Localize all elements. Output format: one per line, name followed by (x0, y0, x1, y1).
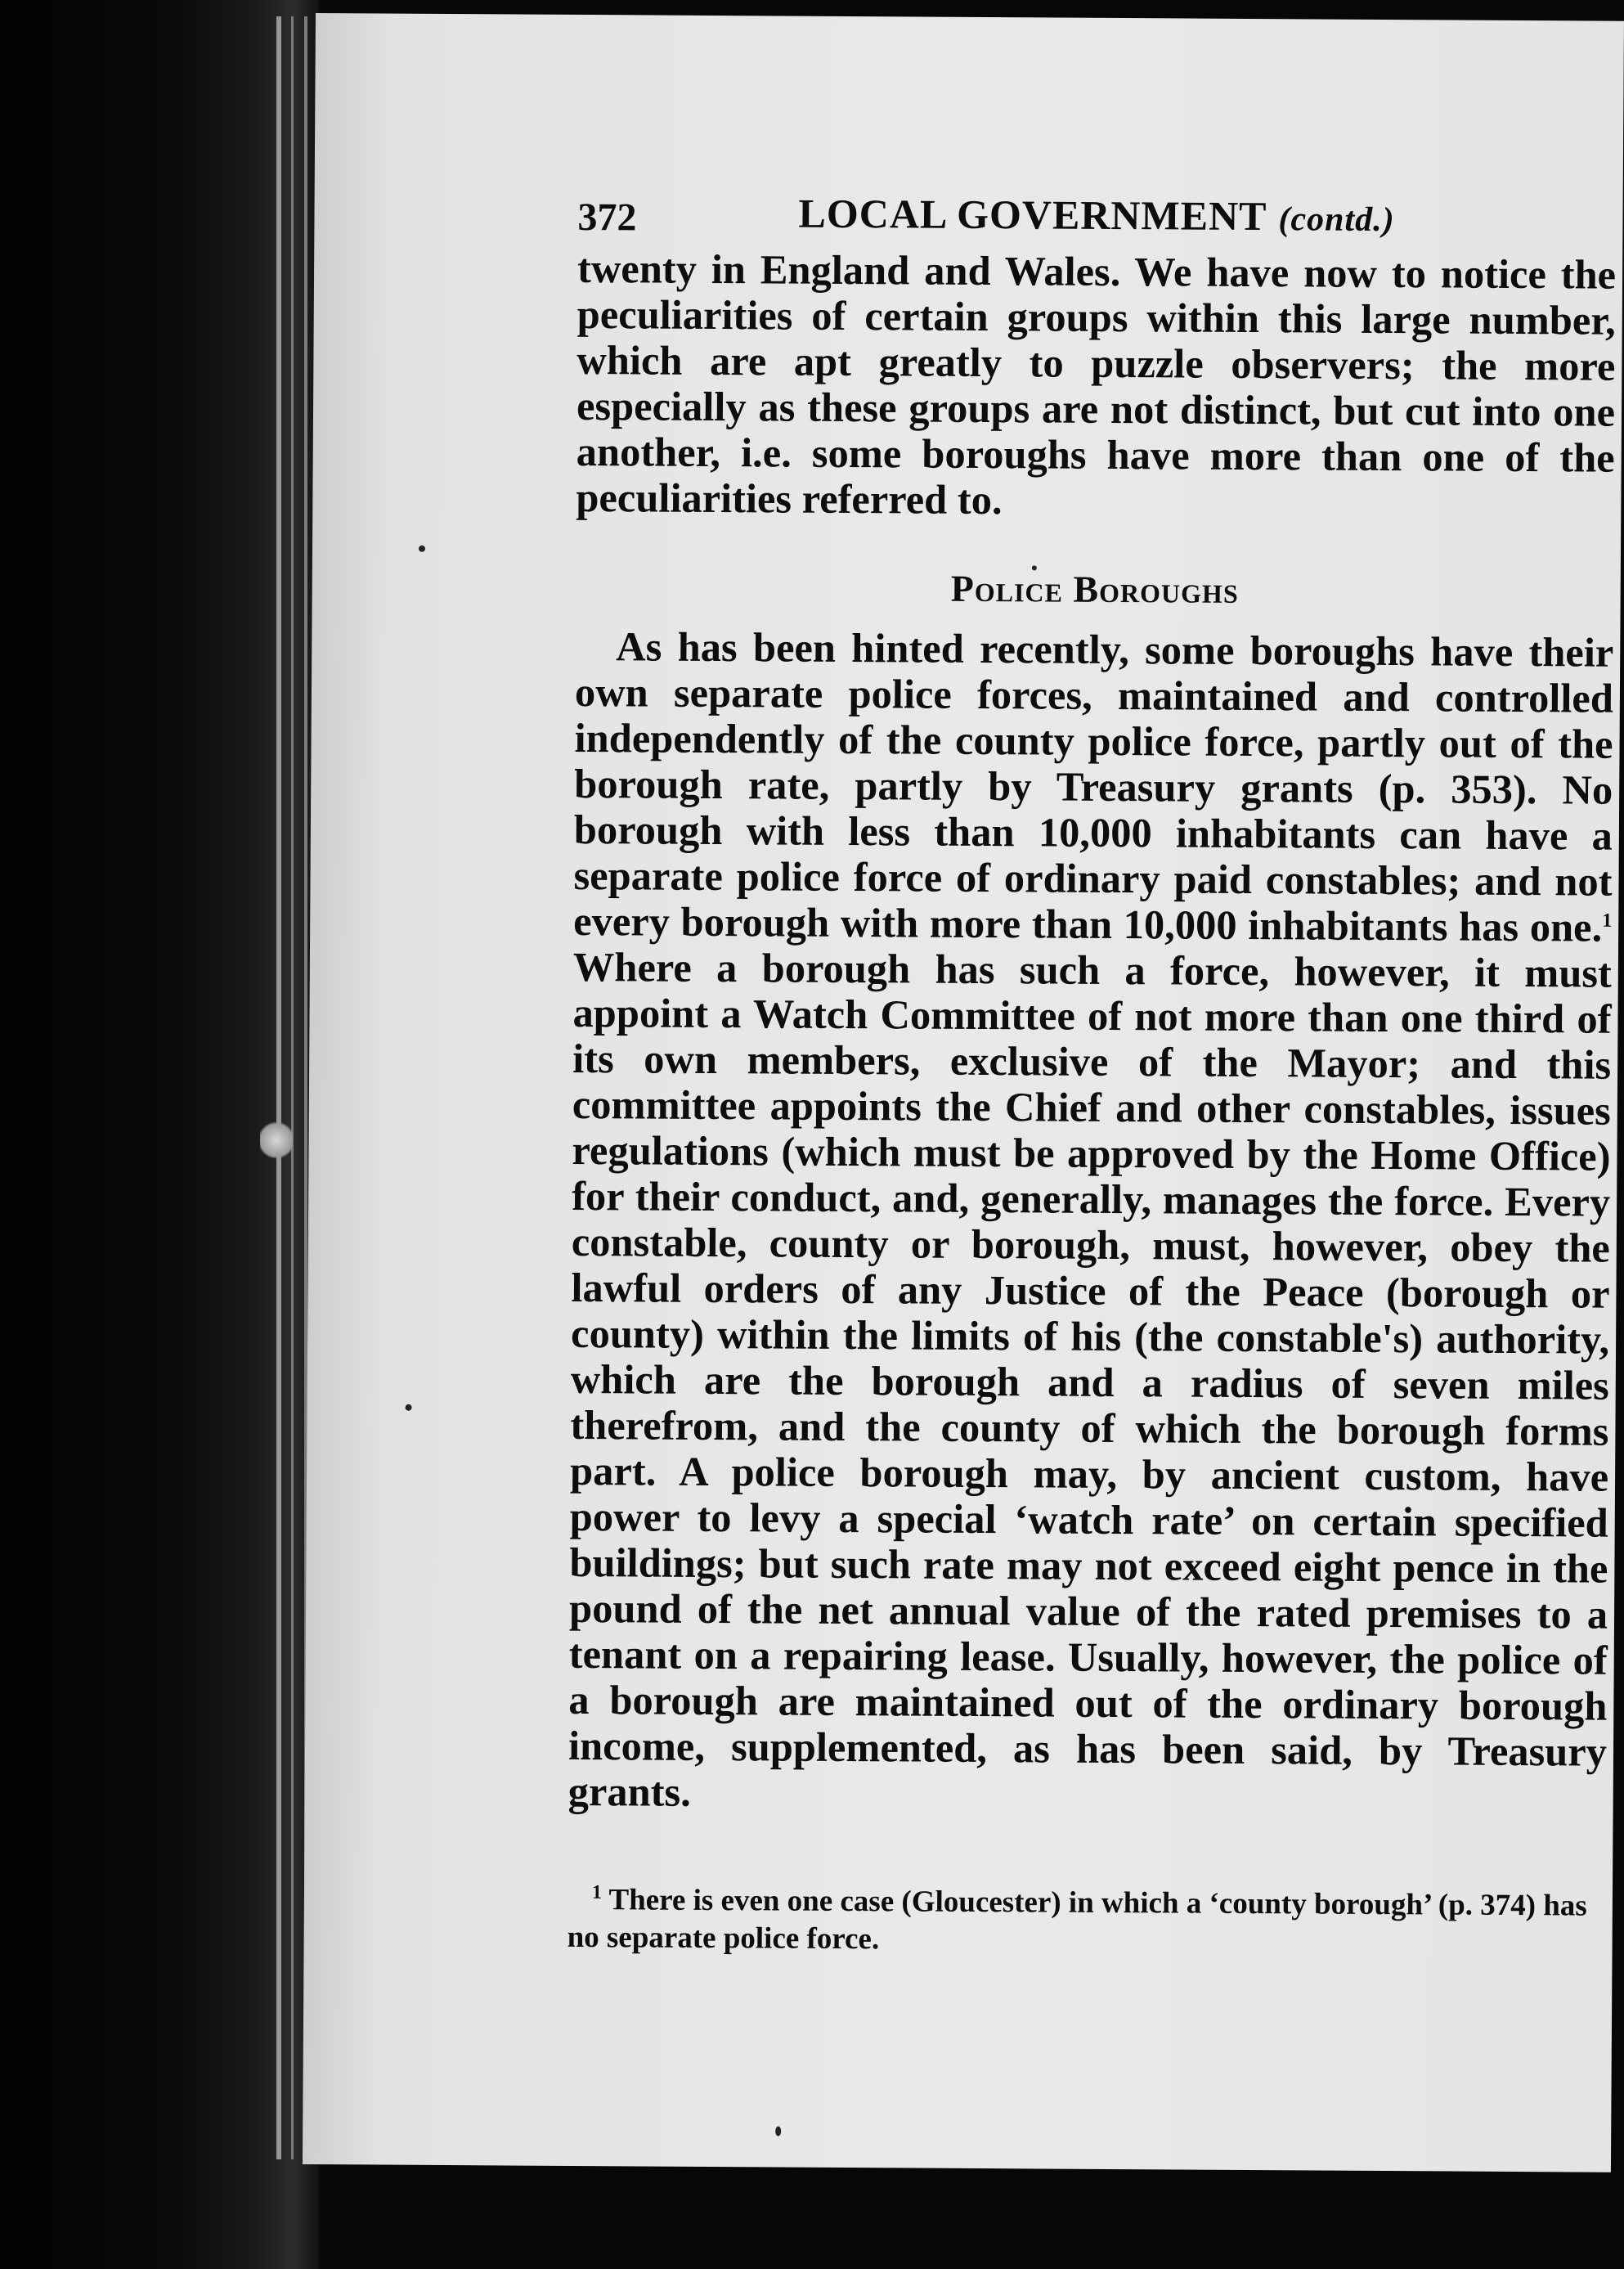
footnote-reference: 1 (1602, 910, 1613, 932)
page-number: 372 (577, 195, 637, 240)
running-title-contd: (contd.) (1278, 200, 1395, 240)
footnote-marker: 1 (591, 1881, 603, 1903)
book-page (303, 13, 1624, 2172)
paragraph-text: As has been hinted recently, some boroughs have their own separate police forces, maintained and controlled independently of the county police force, partly out of the borough rate, partly by Treasury grants (p. 353). No borough with less than 10,000 inhabitants can have a separate police force of ordinary paid constables; and not every borough with more than 10,000 inhabitants has one. (573, 623, 1614, 950)
running-header (577, 188, 1616, 252)
dust-speck (775, 2126, 781, 2136)
page-blemish (260, 1119, 293, 1161)
dust-speck (419, 546, 425, 552)
section-heading: Police Boroughs (950, 567, 1239, 611)
paragraph-text: Where a borough has such a force, however, it must appoint a Watch Committee of not more than one third of its own members, exclusive of the Mayor; and this committee appoints the Chief and other constables, issues regulations (which must be approved by the Home Office) for their conduct, and, generally, manages the force. Every constable, county or borough, must, however, obey the lawful orders of any Justice of the Peace (borough or county) within the limits of his (the constable's) authority, which are the borough and a radius of seven miles therefrom, and the county of which the borough forms part. A police borough may, by ancient custom, have power to levy a special ‘watch rate’ on certain specified buildings; but such rate may not exceed eight pence in the pound of the net annual value of the rated premises to a tenant on a repairing lease. Usually, however, the police of a borough are maintained out of the ordinary borough income, supplemented, as has been said, by Treasury grants. (568, 943, 1613, 1815)
running-title (798, 190, 1395, 240)
footnote (567, 1881, 1606, 1963)
paragraph: twenty in England and Wales. We have now to notice the peculiarities of certain groups within this large number, which are apt greatly to puzzle observers; the more especially as these groups are not distinct, but cut into one another, i.e. some boroughs have more than one of the peculiarities referred to. (576, 245, 1617, 523)
footnote-text: There is even one case (Gloucester) in which a ‘county borough’ (p. 374) has no separate police force. (567, 1883, 1587, 1957)
binding-edge (276, 16, 281, 2159)
paragraph (568, 623, 1614, 1821)
running-title-text: LOCAL GOVERNMENT (798, 190, 1267, 240)
text-block (567, 15, 1617, 1957)
binding-edge (291, 16, 294, 2159)
dust-speck (406, 1404, 412, 1411)
